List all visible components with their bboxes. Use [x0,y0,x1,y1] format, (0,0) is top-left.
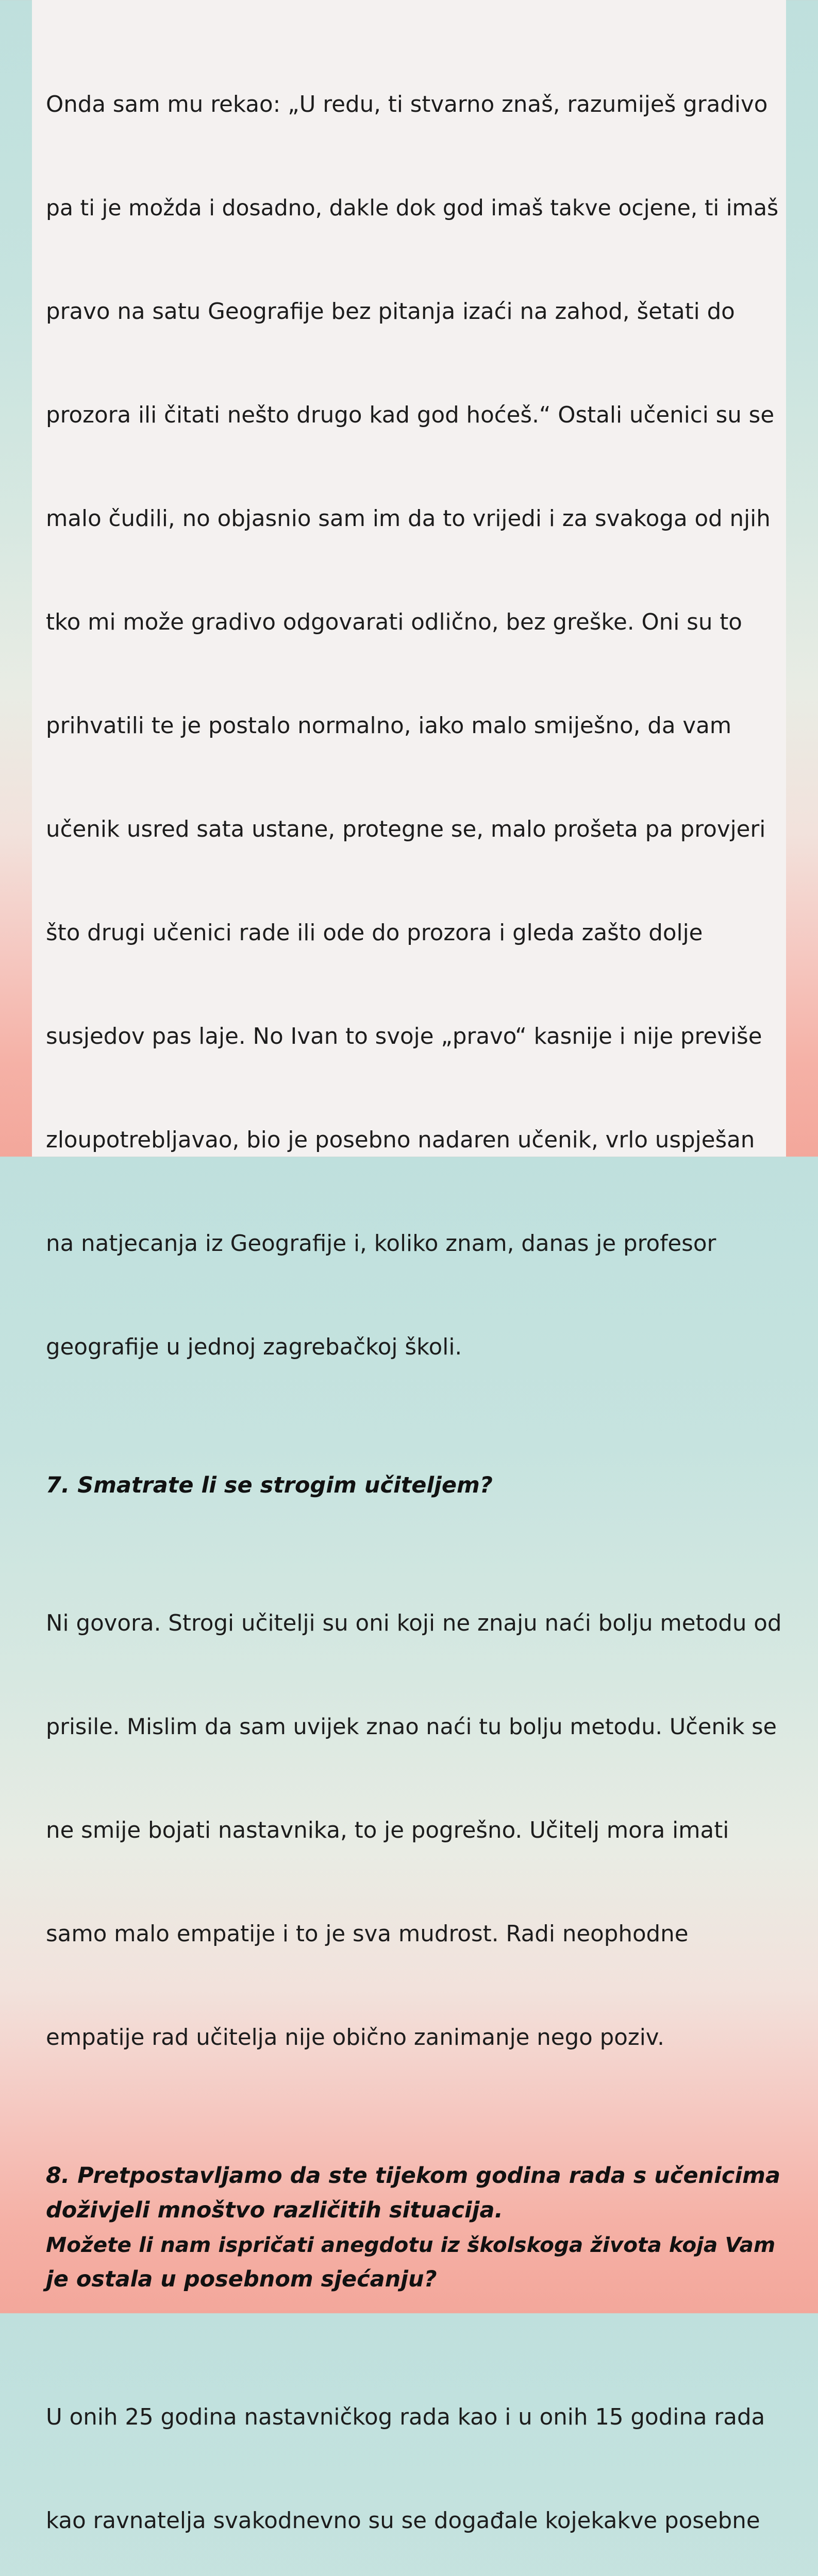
text-line: susjedov pas laje. No Ivan to svoje „pravo“ kasnije i nije previše [46,1024,762,1049]
question-line: 7. Smatrate li se strogim učiteljem? [46,1472,493,1498]
text-line: empatije rad učitelja nije obično zanimanje nego poziv. [46,2025,664,2050]
text-line: Ni govora. Strogi učitelji su oni koji ne znaju naći bolju metodu od [46,1611,782,1636]
paragraph-answer-8 [46,2331,783,2576]
text-line: U onih 25 godina nastavničkog rada kao i u onih 15 godina rada [46,2404,765,2430]
text-line: samo malo empatije i to je sva mudrost. Radi neophodne [46,1921,689,1947]
text-line: tko mi može gradivo odgovarati odlično, bez greške. Oni su to [46,609,742,635]
text-line: Onda sam mu rekao: „U redu, ti stvarno znaš, razumiješ gradivo [46,92,768,117]
text-line: prozora ili čitati nešto drugo kad god hoćeš.“ Ostali učenici su se [46,402,775,428]
text-line: kao ravnatelja svakodnevno su se događale kojekakve posebne [46,2508,760,2534]
paragraph-answer-7 [46,1537,783,2124]
text-line: zloupotrebljavao, bio je posebno nadaren učenik, vrlo uspješan [46,1127,755,1153]
question-line: Možete li nam ispričati anegdotu iz školskoga života koja Vam [46,2232,776,2257]
text-line: ne smije bojati nastavnika, to je pogrešno. Učitelj mora imati [46,1818,729,1843]
question-line: je ostala u posebnom sjećanju? [46,2266,437,2292]
text-line: na natjecanja iz Geografije i, koliko znam, danas je profesor [46,1231,716,1257]
text-line: prisile. Mislim da sam uvijek znao naći tu bolju metodu. Učenik se [46,1714,777,1740]
question-7-heading [46,1468,783,1503]
text-line: učenik usred sata ustane, protegne se, malo prošeta pa provjeri [46,817,766,842]
text-line: prihvatili te je postalo normalno, iako malo smiješno, da vam [46,713,732,739]
text-line: pravo na satu Geografije bez pitanja izaći na zahod, šetati do [46,299,735,325]
question-8-heading [46,2159,783,2297]
question-line: 8. Pretpostavljamo da ste tijekom godina rada s učenicima [46,2163,780,2189]
text-line: geografije u jednoj zagrebačkoj školi. [46,1334,462,1360]
question-line: doživjeli mnoštvo različitih situacija. [46,2197,503,2223]
text-line: pa ti je možda i dosadno, dakle dok god imaš takve ocjene, ti imaš [46,196,779,221]
text-line: što drugi učenici rade ili ode do prozora i gleda zašto dolje [46,920,703,946]
interview-text [46,19,783,2576]
text-line: malo čudili, no objasnio sam im da to vrijedi i za svakoga od njih [46,506,771,532]
paragraph-answer-6 [46,19,783,1434]
